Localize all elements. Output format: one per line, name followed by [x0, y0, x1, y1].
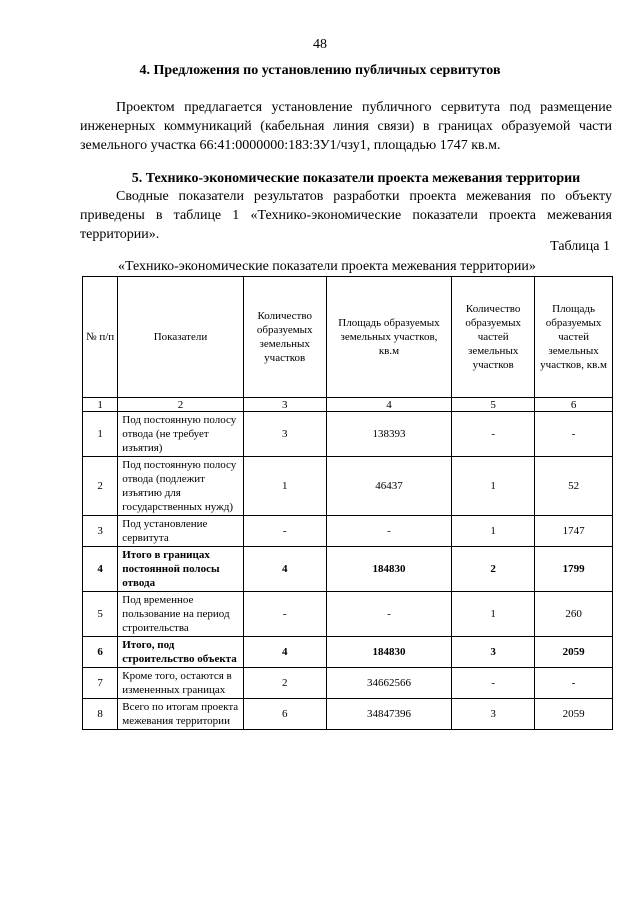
table-row [83, 699, 613, 730]
table-label: Таблица 1 [550, 239, 610, 254]
row-number: 4 [83, 547, 118, 592]
section-5-heading: 5. Технико-экономические показатели проекта межевания территории [131, 171, 581, 186]
table-row [83, 592, 613, 637]
row-label: Под постоянную полосу отвода (подлежит изъятию для государственных нужд) [118, 457, 243, 516]
part-count: 3 [452, 637, 535, 668]
header-number: № п/п [83, 277, 118, 398]
plot-count: 2 [243, 668, 326, 699]
row-number: 7 [83, 668, 118, 699]
row-label: Под установление сервитута [118, 516, 243, 547]
plot-area: 138393 [326, 412, 451, 457]
table-row-total [83, 637, 613, 668]
table-row [83, 457, 613, 516]
part-count: 3 [452, 699, 535, 730]
column-number: 6 [535, 398, 613, 412]
page-number: 48 [313, 37, 327, 52]
row-label: Всего по итогам проекта межевания территории [118, 699, 243, 730]
part-area: 52 [535, 457, 613, 516]
part-area: - [535, 668, 613, 699]
part-area: - [535, 412, 613, 457]
row-number: 8 [83, 699, 118, 730]
table-header-row [83, 277, 613, 398]
part-count: 1 [452, 457, 535, 516]
column-number: 2 [118, 398, 243, 412]
plot-count: 4 [243, 547, 326, 592]
part-count: 1 [452, 516, 535, 547]
plot-area: 184830 [326, 547, 451, 592]
section-4-paragraph: Проектом предлагается установление публичного сервитута под размещение инженерных коммуникаций (кабельная линия связи) в границах образуемой части земельного участка 66:41:0000000:183:ЗУ1/чзу1, площадью 1747 кв.м. [80, 100, 612, 153]
part-area: 1799 [535, 547, 613, 592]
plot-count: 6 [243, 699, 326, 730]
column-number: 1 [83, 398, 118, 412]
row-number: 2 [83, 457, 118, 516]
plot-count: - [243, 592, 326, 637]
plot-count: 3 [243, 412, 326, 457]
plot-area: 34662566 [326, 668, 451, 699]
column-number: 4 [326, 398, 451, 412]
table-row-total [83, 547, 613, 592]
part-area: 2059 [535, 699, 613, 730]
column-number-row [83, 398, 613, 412]
row-number: 6 [83, 637, 118, 668]
row-label: Под временное пользование на период строительства [118, 592, 243, 637]
part-count: 2 [452, 547, 535, 592]
section-4-heading: 4. Предложения по установлению публичных сервитутов [139, 63, 501, 78]
row-number: 5 [83, 592, 118, 637]
plot-area: - [326, 592, 451, 637]
part-area: 1747 [535, 516, 613, 547]
row-label: Под постоянную полосу отвода (не требует изъятия) [118, 412, 243, 457]
plot-area: 34847396 [326, 699, 451, 730]
table-row [83, 668, 613, 699]
row-label: Итого в границах постоянной полосы отвода [118, 547, 243, 592]
row-number: 3 [83, 516, 118, 547]
plot-area: 46437 [326, 457, 451, 516]
column-number: 3 [243, 398, 326, 412]
row-number: 1 [83, 412, 118, 457]
table-row [83, 516, 613, 547]
header-plot-area: Площадь образуемых земельных участков, кв.м [326, 277, 451, 398]
part-count: - [452, 668, 535, 699]
row-label: Итого, под строительство объекта [118, 637, 243, 668]
plot-count: 1 [243, 457, 326, 516]
column-number: 5 [452, 398, 535, 412]
header-plot-count: Количество образуемых земельных участков [243, 277, 326, 398]
table-row [83, 412, 613, 457]
plot-count: 4 [243, 637, 326, 668]
plot-area: 184830 [326, 637, 451, 668]
part-count: - [452, 412, 535, 457]
part-count: 1 [452, 592, 535, 637]
header-part-count: Количество образуемых частей земельных участков [452, 277, 535, 398]
section-5-paragraph: Сводные показатели результатов разработки проекта межевания по объекту приведены в таблице 1 «Технико-экономические показатели проекта межевания территории». [80, 189, 612, 242]
table-caption: «Технико-экономические показатели проекта межевания территории» [118, 259, 536, 274]
plot-area: - [326, 516, 451, 547]
part-area: 260 [535, 592, 613, 637]
header-indicator: Показатели [118, 277, 243, 398]
row-label: Кроме того, остаются в измененных границах [118, 668, 243, 699]
indicators-table [82, 276, 613, 730]
part-area: 2059 [535, 637, 613, 668]
plot-count: - [243, 516, 326, 547]
header-part-area: Площадь образуемых частей земельных участков, кв.м [535, 277, 613, 398]
